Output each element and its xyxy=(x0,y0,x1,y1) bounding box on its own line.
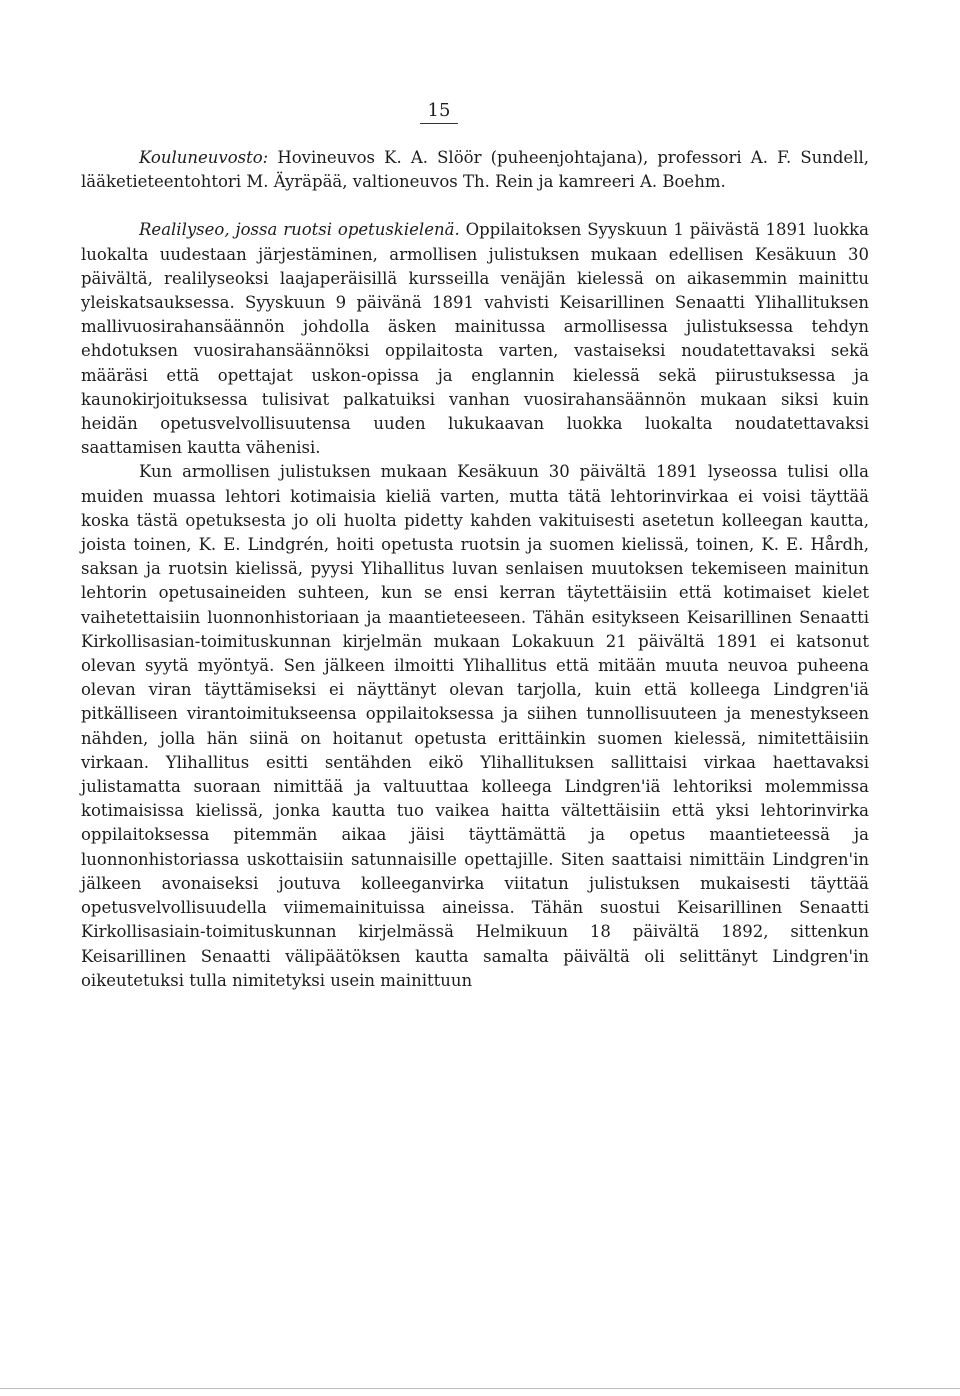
paragraph-lead-real-lyceum: Realilyseo, jossa ruotsi opetuskielenä. xyxy=(139,220,460,240)
paragraph-lead-school-board: Kouluneuvosto: xyxy=(139,148,269,167)
paragraph-real-lyceum xyxy=(81,218,869,460)
paragraph-text-real-lyceum: Oppilaitoksen Syyskuun 1 päivästä 1891 luokka luokalta uudestaan järjestäminen, armollisen julistuksen mukaan edellisen Kesäkuun 30 päivältä, realilyseoksi laajaperäisillä kursseilla venäjän kielessä on aikasemmin mainittu yleiskatsauksessa. Syyskuun 9 päivänä 1891 vahvisti Keisarillinen Senaatti Ylihallituksen mallivuosirahansäännön johdolla äsken mainitussa armollisessa julistuksessa tehdyn ehdotuksen vuosirahansäännöksi oppilaitosta varten, vastaiseksi noudatettavaksi sekä määräsi että opettajat uskon-opissa ja englannin kielessä sekä piirustuksessa ja kaunokirjoituksessa tulisivat palkatuiksi vanhan vuosirahansäännön mukaan siksi kuin heidän opetusvelvollisuutensa uuden lukukaavan luokka luokalta noudatettavaksi saattamisen kautta vähenisi. xyxy=(81,220,869,458)
page-number: 15 xyxy=(420,100,458,124)
page-bottom-rule xyxy=(0,1388,960,1389)
paragraph-text-school-board: Hovineuvos K. A. Slöör (puheenjohtajana), professori A. F. Sundell, lääketieteentohtori M. Äyräpää, valtioneuvos Th. Rein ja kamreeri A. Boehm. xyxy=(81,148,869,192)
body-text xyxy=(81,146,869,993)
paragraph-lectureship xyxy=(81,460,869,992)
paragraph-school-board xyxy=(81,146,869,194)
paragraph-text-lectureship: Kun armollisen julistuksen mukaan Kesäkuun 30 päivältä 1891 lyseossa tulisi olla muiden muassa lehtori kotimaisia kieliä varten, mutta tätä lehtorinvirkaa ei voisi täyttää koska tästä opetuksesta jo oli huolta pidetty kahden vakituisesti asetetun kolleegan kautta, joista toinen, K. E. Lindgrén, hoiti opetusta ruotsin ja suomen kielissä, toinen, K. E. Hårdh, saksan ja ruotsin kielissä, pyysi Ylihallitus luvan senlaisen muutoksen tekemiseen mainitun lehtorin opetusaineiden suhteen, kun se ensi kerran täytettäisiin että kotimaiset kielet vaihetettaisiin luonnonhistoriaan ja maantieteeseen. Tähän esitykseen Keisarillinen Senaatti Kirkollisasian-toimituskunnan kirjelmän mukaan Lokakuun 21 päivältä 1891 ei katsonut olevan syytä myöntyä. Sen jälkeen ilmoitti Ylihallitus että mitään muuta neuvoa puheena olevan viran täyttämiseksi ei näyttänyt olevan tarjolla, kuin että kolleega Lindgren'iä pitkälliseen virantoimitukseensa oppilaitoksessa ja siihen tunnollisuuteen ja menestykseen nähden, jolla hän siinä on hoitanut opetusta erittäinkin suomen kielessä, nimitettäisiin virkaan. Ylihallitus esitti sentähden eikö Ylihallituksen sallittaisi virkaa haettavaksi julistamatta suoraan nimittää ja valtuuttaa kolleega Lindgren'iä lehtoriksi molemmissa kotimaisissa kielissä, jonka kautta tuo vaikea haitta vältettäisiin että yksi lehtorinvirka oppilaitoksessa pitemmän aikaa jäisi täyttämättä ja opetus maantieteessä ja luonnonhistoriassa uskottaisiin satunnaisille opettajille. Siten saattaisi nimittäin Lindgren'in jälkeen avonaiseksi joutuva kolleeganvirka viitatun julistuksen mukaisesti täyttää opetusvelvollisuudella viimemainituissa aineissa. Tähän suostui Keisarillinen Senaatti Kirkollisasiain-toimituskunnan kirjelmässä Helmikuun 18 päivältä 1892, sittenkun Keisarillinen Senaatti välipäätöksen kautta samalta päivältä oli selittänyt Lindgren'in oikeutetuksi tulla nimitetyksi usein mainittuun xyxy=(81,462,869,990)
